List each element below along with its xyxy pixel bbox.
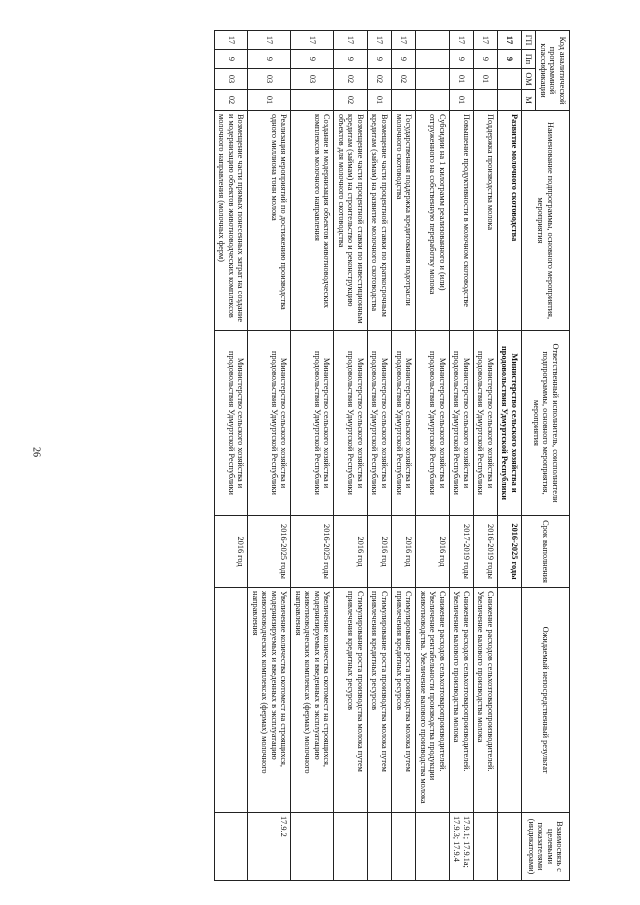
cell-term: 2016-2025 годы [291,516,334,588]
cell-link [334,813,368,881]
cell-name: Возмещение части процентной ставки по инвестиционным кредитам (займам) на строительство и реконструкцию объектов для молочного скотоводства [334,111,368,331]
cell-executor: Министерство сельского хозяйства и продовольствия Удмуртской Республики [291,331,334,516]
table-row [214,31,248,881]
cell-executor: Министерство сельского хозяйства и продовольствия Удмуртской Республики [392,331,416,516]
cell-executor: Министерство сельского хозяйства и продовольствия Удмуртской Республики [367,331,391,516]
cell-link [214,813,248,881]
header-name: Наименование подпрограммы, основного мероприятия, мероприятия [521,111,569,331]
cell-om [497,69,521,90]
cell-result: Снижение расходов сельхозтоваропроизводителей. Увеличение рентабельности производства продукции животноводства. Увеличение валового производства молока [416,588,450,813]
cell-m: 01 [248,90,291,111]
header-executor: Ответственный исполнитель, соисполнители подпрограммы, основного мероприятия, мероприятия [521,331,569,516]
cell-pp: 9 [473,50,497,69]
cell-term: 2016-2025 годы [497,516,521,588]
cell-pp: 9 [497,50,521,69]
cell-term: 2016 год [392,516,416,588]
cell-om [416,69,450,90]
cell-term: 2016 год [334,516,368,588]
page-number: 26 [30,447,42,457]
cell-pp: 9 [392,50,416,69]
cell-om: 03 [214,69,248,90]
cell-pp: 9 [367,50,391,69]
table-row [497,31,521,881]
header-result: Ожидаемый непосредственный результат [521,588,569,813]
cell-link [416,813,450,881]
cell-gp: 17 [392,31,416,50]
cell-link [392,813,416,881]
cell-result: Стимулирование роста производства молока путем привлечения кредитных ресурсов [334,588,368,813]
table-row [416,31,450,881]
cell-om: 02 [367,69,391,90]
cell-link [497,813,521,881]
cell-gp: 17 [367,31,391,50]
cell-term: 2016-2019 годы [473,516,497,588]
cell-link: 17.9.1; 17.9.1а; 17.9.3; 17.9.4 [449,813,473,881]
cell-name: Возмещение части процентной ставки по краткосрочным кредитам (займам) на развитие молочного скотоводства [367,111,391,331]
cell-gp [416,31,450,50]
table-row [392,31,416,881]
cell-executor: Министерство сельского хозяйства и продовольствия Удмуртской Республики [449,331,473,516]
cell-gp: 17 [214,31,248,50]
cell-result: Стимулирование роста производства молока путем привлечения кредитных ресурсов [367,588,391,813]
cell-m: 02 [214,90,248,111]
cell-gp: 17 [291,31,334,50]
cell-pp: 9 [214,50,248,69]
cell-pp: 9 [248,50,291,69]
cell-m [473,90,497,111]
cell-m: 01 [449,90,473,111]
header-code-group: Код аналитической программной классификации [536,31,570,111]
table-body [214,31,521,881]
cell-m [416,90,450,111]
cell-om: 01 [449,69,473,90]
cell-m [392,90,416,111]
cell-pp: 9 [449,50,473,69]
cell-executor: Министерство сельского хозяйства и продовольствия Удмуртской Республики [473,331,497,516]
cell-executor: Министерство сельского хозяйства и продовольствия Удмуртской Республики [334,331,368,516]
cell-executor: Министерство сельского хозяйства и продовольствия Удмуртской Республики [214,331,248,516]
cell-om: 02 [392,69,416,90]
cell-name: Реализация мероприятий по достижению производства одного миллиона тонн молока [248,111,291,331]
cell-link [367,813,391,881]
cell-name: Поддержка производства молока [473,111,497,331]
cell-gp: 17 [334,31,368,50]
cell-pp: 9 [291,50,334,69]
header-om: ОМ [521,69,536,90]
cell-m: 01 [367,90,391,111]
header-m: М [521,90,536,111]
cell-name: Развитие молочного скотоводства [497,111,521,331]
cell-link [291,813,334,881]
cell-gp: 17 [497,31,521,50]
table-row [449,31,473,881]
table-row [248,31,291,881]
cell-result [214,588,248,813]
cell-term: 2016 год [416,516,450,588]
cell-result: Увеличение количества скотомест на строящихся, модернизируемых и введенных в эксплуатацию животноводческих комплексах (фермах) молочного направления [291,588,334,813]
cell-result: Снижение расходов сельхозтоваропроизводителей. Увеличение валового производства молока [449,588,473,813]
cell-name: Возмещение части прямых понесенных затрат на создание и модернизацию объектов животноводческих комплексов молочного направления (молочных ферм) [214,111,248,331]
header-link: Взаимосвязь с целевыми показателями (индикаторами) [521,813,569,881]
cell-pp: 9 [334,50,368,69]
table-row [367,31,391,881]
table-row [334,31,368,881]
cell-name: Повышение продуктивности в молочном скотоводстве [449,111,473,331]
cell-term: 2016 год [367,516,391,588]
cell-name: Государственная поддержка кредитования подотрасли молочного скотоводства [392,111,416,331]
header-pp: Пп [521,50,536,69]
table-row [291,31,334,881]
cell-executor: Министерство сельского хозяйства и продовольствия Удмуртской Республики [248,331,291,516]
cell-result: Увеличение количества скотомест на строящихся, модернизируемых и введенных в эксплуатацию животноводческих комплексах (фермах) молочного направления [248,588,291,813]
rotated-table-wrapper [50,30,570,880]
cell-gp: 17 [248,31,291,50]
cell-term: 2016-2025 годы [248,516,291,588]
cell-om: 01 [473,69,497,90]
header-term: Срок выполнения [521,516,569,588]
cell-name: Создание и модернизация объектов животноводческих комплексов молочного направления [291,111,334,331]
cell-link [473,813,497,881]
cell-m [497,90,521,111]
cell-term: 2017-2019 годы [449,516,473,588]
cell-gp: 17 [449,31,473,50]
cell-om: 02 [334,69,368,90]
cell-gp: 17 [473,31,497,50]
table-row [473,31,497,881]
cell-link: 17.9.2 [248,813,291,881]
cell-name: Субсидии на 1 килограмм реализованного и (или) отгруженного на собственную переработку молока [416,111,450,331]
header-gp: ГП [521,31,536,50]
cell-result [497,588,521,813]
cell-om: 03 [248,69,291,90]
cell-result: Снижение расходов сельхозтоваропроизводителей. Увеличение валового производства молока [473,588,497,813]
cell-executor: Министерство сельского хозяйства и продовольствия Удмуртской Республики [416,331,450,516]
program-table [214,30,570,881]
cell-m: 02 [334,90,368,111]
cell-om: 03 [291,69,334,90]
cell-executor: Министерство сельского хозяйства и продовольствия Удмуртской Республики [497,331,521,516]
cell-term: 2016 год [214,516,248,588]
cell-result: Стимулирование роста производства молока путем привлечения кредитных ресурсов [392,588,416,813]
cell-m [291,90,334,111]
cell-pp [416,50,450,69]
